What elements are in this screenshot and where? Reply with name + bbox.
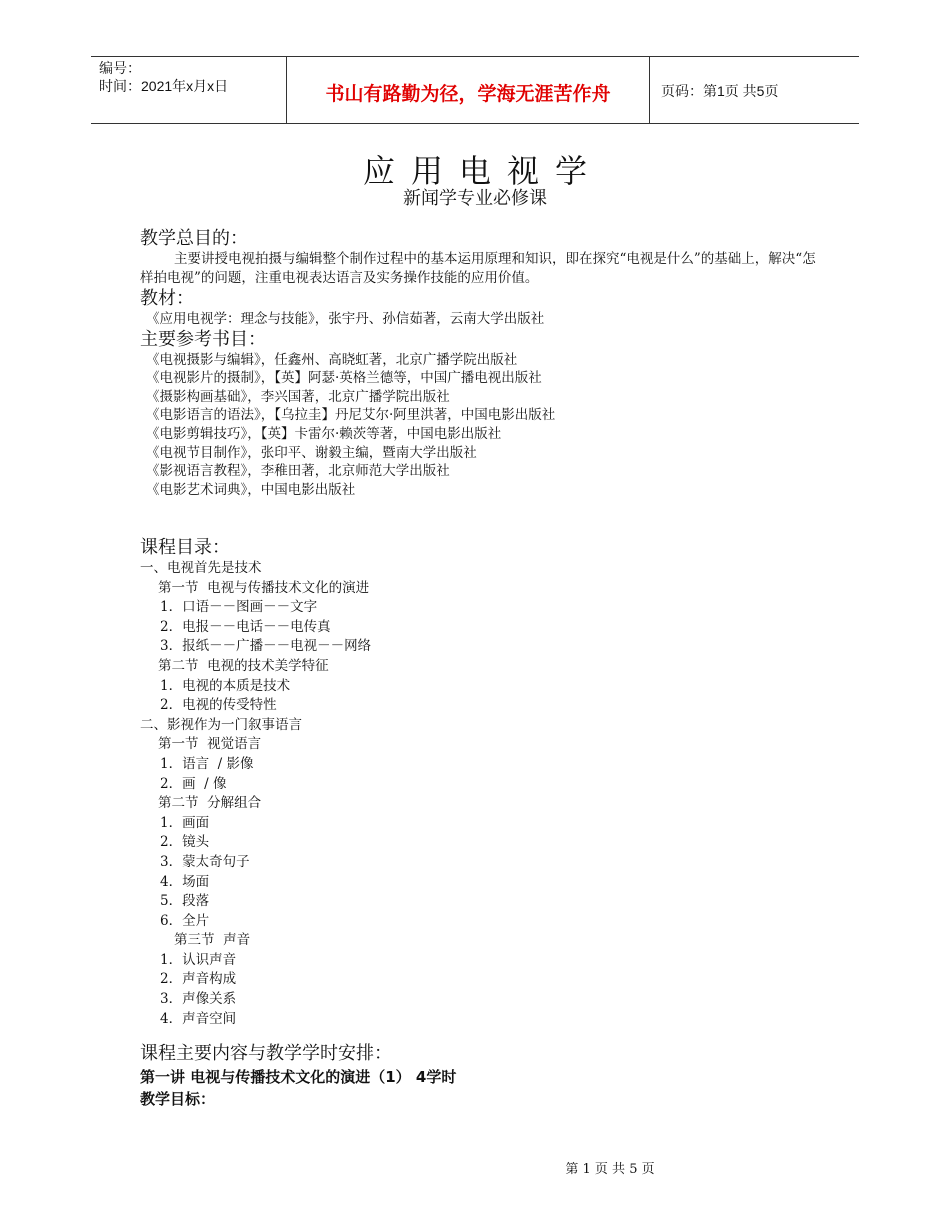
textbook-item: 《应用电视学：理念与技能》，张宇丹、孙信茹著，云南大学出版社 bbox=[146, 311, 545, 327]
document-date-label: 时间：2021年x月x日 bbox=[99, 78, 229, 94]
page-footer: 第 1 页 共 5 页 bbox=[565, 1162, 655, 1177]
reference-item: 《电视影片的摄制》，【英】阿瑟·英格兰德等，中国广播电视出版社 bbox=[146, 370, 542, 387]
toc-item: 3．声像关系 bbox=[160, 991, 237, 1008]
toc-item: 3．蒙太奇句子 bbox=[160, 853, 250, 870]
toc-item: 4．声音空间 bbox=[160, 1010, 237, 1027]
table-of-contents bbox=[140, 537, 820, 1029]
reference-item: 《摄影构画基础》，李兴国著，北京广播学院出版社 bbox=[146, 388, 450, 405]
toc-item: 1．电视的本质是技术 bbox=[160, 677, 291, 694]
toc-item: 2．电视的传受特性 bbox=[160, 697, 277, 714]
toc-item: 2．画 / 像 bbox=[160, 775, 227, 792]
textbook-heading: 教材： bbox=[140, 288, 194, 309]
toc-item: 1．语言 / 影像 bbox=[160, 755, 254, 772]
header-divider bbox=[649, 57, 650, 123]
toc-item: 1．认识声音 bbox=[160, 951, 237, 968]
toc-section: 第一节 视觉语言 bbox=[158, 736, 262, 753]
reference-item: 《电视节目制作》，张印平、谢毅主编，暨南大学出版社 bbox=[146, 444, 477, 461]
reference-item: 《电影艺术词典》，中国电影出版社 bbox=[146, 481, 356, 498]
teaching-goal-label: 教学目标： bbox=[140, 1090, 216, 1108]
toc-item: 2．电报－－电话－－电传真 bbox=[160, 618, 331, 635]
toc-heading: 课程目录： bbox=[140, 537, 230, 558]
reference-item: 《电视摄影与编辑》，任鑫州、高晓虹著，北京广播学院出版社 bbox=[146, 351, 518, 368]
toc-section: 第二节 电视的技术美学特征 bbox=[158, 657, 329, 674]
toc-item: 3．报纸－－广播－－电视－－网络 bbox=[160, 638, 372, 655]
header-meta bbox=[99, 59, 285, 95]
lecture-title: 第一讲 电视与传播技术文化的演进（1） 4学时 bbox=[140, 1068, 457, 1086]
reference-item: 《影视语言教程》，李稚田著，北京师范大学出版社 bbox=[146, 463, 450, 480]
header-table bbox=[91, 56, 859, 124]
toc-item: 4．场面 bbox=[160, 873, 210, 890]
objective-text: 主要讲授电视拍摄与编辑整个制作过程中的基本运用原理和知识，即在探究“电视是什么”的基础上，解决“怎样拍电视”的问题，注重电视表达语言及实务操作技能的应用价值。 bbox=[140, 251, 816, 286]
header-page-info: 页码：第1页 共5页 bbox=[661, 83, 779, 99]
toc-section: 第二节 分解组合 bbox=[158, 795, 262, 812]
toc-item: 1．画面 bbox=[160, 814, 210, 831]
references-heading: 主要参考书目： bbox=[140, 328, 266, 350]
header-motto: 书山有路勤为径，学海无涯苦作舟 bbox=[325, 83, 611, 105]
document-subtitle: 新闻学专业必修课 bbox=[403, 188, 547, 209]
toc-list bbox=[140, 559, 820, 1029]
references-list bbox=[140, 351, 820, 500]
reference-item: 《电影剪辑技巧》，【英】卡雷尔·赖茨等著，中国电影出版社 bbox=[146, 425, 502, 442]
schedule-heading: 课程主要内容与教学学时安排： bbox=[140, 1043, 392, 1064]
toc-item: 6．全片 bbox=[160, 912, 210, 929]
reference-item: 《电影语言的语法》，【乌拉圭】丹尼艾尔·阿里洪著，中国电影出版社 bbox=[146, 407, 556, 424]
toc-chapter: 一、电视首先是技术 bbox=[140, 560, 262, 576]
toc-item: 5．段落 bbox=[160, 893, 210, 910]
toc-item: 1．口语－－图画－－文字 bbox=[160, 599, 318, 616]
objective-heading: 教学总目的： bbox=[140, 228, 248, 249]
intro-section bbox=[140, 228, 820, 499]
toc-section: 第三节 声音 bbox=[174, 932, 251, 949]
schedule-section bbox=[140, 1042, 820, 1110]
toc-item: 2．声音构成 bbox=[160, 971, 237, 988]
document-title: 应用电视学 bbox=[362, 152, 603, 190]
toc-chapter: 二、影视作为一门叙事语言 bbox=[140, 716, 302, 733]
toc-section: 第一节 电视与传播技术文化的演进 bbox=[158, 579, 370, 596]
document-number-label: 编号： bbox=[99, 60, 141, 76]
toc-item: 2．镜头 bbox=[160, 834, 210, 851]
